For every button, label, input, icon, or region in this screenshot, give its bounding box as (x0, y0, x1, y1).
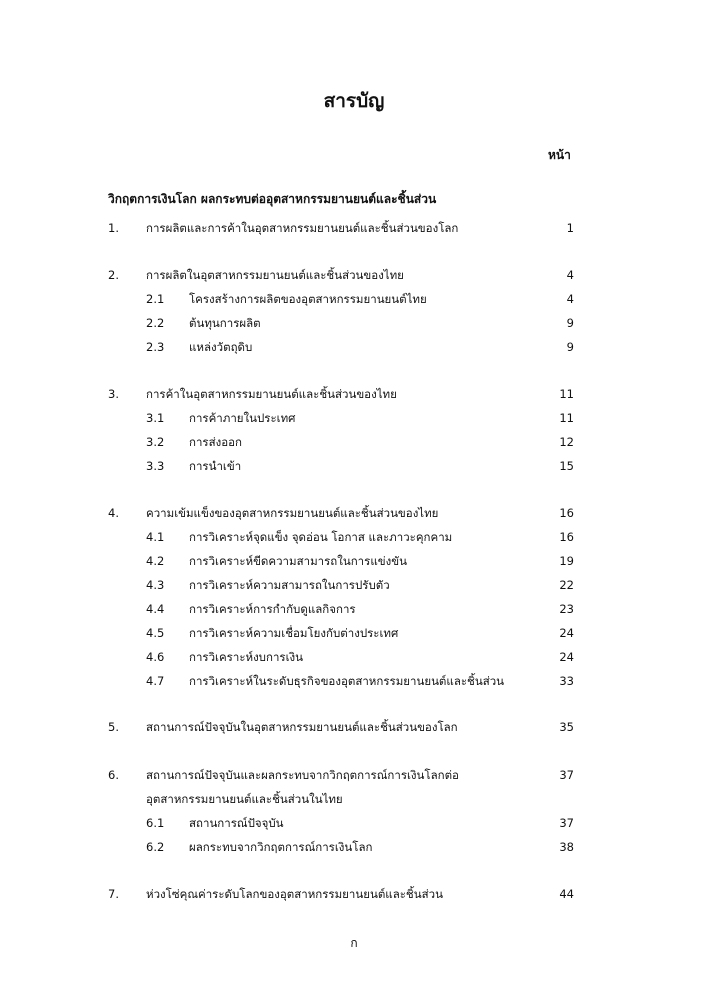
toc-entry-text: สถานการณ์ปัจจุบันและผลกระทบจากวิกฤตการณ์การเงินโลกต่อ (146, 768, 459, 782)
toc-entry-number: 2.3 (146, 340, 165, 354)
toc-entry-number: 4. (108, 506, 119, 520)
page-number-footer: ก (350, 936, 358, 950)
toc-entry-3-1[interactable] (0, 409, 708, 427)
toc-entry-page: 16 (559, 530, 574, 544)
toc-entry-1[interactable] (0, 219, 708, 237)
toc-entry-4[interactable] (0, 504, 708, 522)
toc-entry-text: แหล่งวัตถุดิบ (189, 340, 253, 354)
toc-entry-text: การผลิตและการค้าในอุตสาหกรรมยานยนต์และชิ้นส่วนของโลก (146, 221, 459, 235)
toc-entry-number: 3.3 (146, 459, 165, 473)
toc-entry-page: 19 (559, 554, 574, 568)
toc-entry-4-5[interactable] (0, 624, 708, 642)
toc-entry-text: สถานการณ์ปัจจุบันในอุตสาหกรรมยานยนต์และชิ้นส่วนของโลก (146, 720, 458, 734)
toc-entry-number: 4.7 (146, 674, 165, 688)
toc-entry-text: การส่งออก (189, 435, 243, 449)
toc-entry-4-7[interactable] (0, 672, 708, 690)
toc-entry-number: 3. (108, 387, 119, 401)
toc-entry-page: 24 (559, 650, 574, 664)
toc-entry-text: การวิเคราะห์ความเชื่อมโยงกับต่างประเทศ (189, 626, 399, 640)
document-heading: วิกฤตการเงินโลก ผลกระทบต่ออุตสาหกรรมยานยนต์และชิ้นส่วน (108, 192, 437, 206)
toc-entry-text: ต้นทุนการผลิต (189, 316, 261, 330)
toc-entry-number: 4.5 (146, 626, 165, 640)
toc-entry-text: สถานการณ์ปัจจุบัน (189, 816, 284, 830)
toc-entry-4-6[interactable] (0, 648, 708, 666)
toc-entry-number: 2.2 (146, 316, 165, 330)
toc-entry-text: ความเข้มแข็งของอุตสาหกรรมยานยนต์และชิ้นส่วนของไทย (146, 506, 439, 520)
toc-entry-page: 23 (559, 602, 574, 616)
toc-entry-page: 37 (559, 768, 574, 782)
toc-entry-text: การวิเคราะห์งบการเงิน (189, 650, 303, 664)
toc-entry-page: 33 (559, 674, 574, 688)
toc-entry-number: 1. (108, 221, 119, 235)
toc-entry-text: การค้าในอุตสาหกรรมยานยนต์และชิ้นส่วนของไทย (146, 387, 397, 401)
toc-entry-page: 16 (559, 506, 574, 520)
toc-entry-page: 4 (566, 292, 574, 306)
toc-entry-page: 11 (559, 411, 574, 425)
toc-entry-text: ผลกระทบจากวิกฤตการณ์การเงินโลก (189, 840, 373, 854)
toc-entry-page: 4 (566, 268, 574, 282)
toc-entry-6-1[interactable] (0, 814, 708, 832)
toc-entry-3-2[interactable] (0, 433, 708, 451)
toc-entry-2[interactable] (0, 266, 708, 284)
toc-entry-number: 3.2 (146, 435, 165, 449)
toc-entry-number: 2. (108, 268, 119, 282)
toc-entry-number: 5. (108, 720, 119, 734)
toc-entry-6-continued (0, 790, 708, 808)
toc-entry-7[interactable] (0, 885, 708, 903)
toc-entry-page: 12 (559, 435, 574, 449)
toc-entry-page: 9 (566, 316, 574, 330)
toc-entry-page: 35 (559, 720, 574, 734)
toc-entry-number: 4.4 (146, 602, 165, 616)
toc-entry-number: 6.1 (146, 816, 165, 830)
page-column-label: หน้า (548, 148, 571, 162)
toc-entry-4-4[interactable] (0, 600, 708, 618)
toc-entry-number: 6. (108, 768, 119, 782)
toc-entry-number: 4.6 (146, 650, 165, 664)
page-title: สารบัญ (323, 90, 385, 112)
toc-entry-text: การผลิตในอุตสาหกรรมยานยนต์และชิ้นส่วนของไทย (146, 268, 404, 282)
toc-entry-number: 2.1 (146, 292, 165, 306)
toc-entry-text: การค้าภายในประเทศ (189, 411, 296, 425)
toc-entry-2-3[interactable] (0, 338, 708, 356)
toc-entry-page: 38 (559, 840, 574, 854)
toc-entry-text: โครงสร้างการผลิตของอุตสาหกรรมยานยนต์ไทย (189, 292, 427, 306)
toc-entry-page: 22 (559, 578, 574, 592)
toc-entry-5[interactable] (0, 718, 708, 736)
toc-entry-page: 9 (566, 340, 574, 354)
toc-entry-text: การวิเคราะห์ในระดับธุรกิจของอุตสาหกรรมยานยนต์และชิ้นส่วน (189, 674, 505, 688)
toc-entry-number: 4.3 (146, 578, 165, 592)
toc-entry-page: 15 (559, 459, 574, 473)
toc-entry-page: 37 (559, 816, 574, 830)
toc-entry-text: ห่วงโซ่คุณค่าระดับโลกของอุตสาหกรรมยานยนต์และชิ้นส่วน (146, 887, 443, 901)
toc-entry-text: การวิเคราะห์การกำกับดูแลกิจการ (189, 602, 356, 616)
toc-entry-number: 3.1 (146, 411, 165, 425)
toc-entry-text: การวิเคราะห์จุดแข็ง จุดอ่อน โอกาส และภาวะคุกคาม (189, 530, 453, 544)
toc-entry-text: อุตสาหกรรมยานยนต์และชิ้นส่วนในไทย (146, 792, 343, 806)
toc-entry-number: 4.2 (146, 554, 165, 568)
toc-entry-text: การนำเข้า (189, 459, 242, 473)
toc-entry-number: 6.2 (146, 840, 165, 854)
toc-entry-2-2[interactable] (0, 314, 708, 332)
toc-entry-number: 4.1 (146, 530, 165, 544)
toc-entry-3[interactable] (0, 385, 708, 403)
toc-entry-4-2[interactable] (0, 552, 708, 570)
toc-entry-6[interactable] (0, 766, 708, 784)
toc-entry-page: 1 (566, 221, 574, 235)
toc-entry-page: 11 (559, 387, 574, 401)
toc-entry-page: 24 (559, 626, 574, 640)
toc-entry-page: 44 (559, 887, 574, 901)
toc-entry-text: การวิเคราะห์ขีดความสามารถในการแข่งขัน (189, 554, 407, 568)
toc-entry-text: การวิเคราะห์ความสามารถในการปรับตัว (189, 578, 390, 592)
toc-entry-2-1[interactable] (0, 290, 708, 308)
toc-entry-4-1[interactable] (0, 528, 708, 546)
toc-entry-4-3[interactable] (0, 576, 708, 594)
toc-entry-3-3[interactable] (0, 457, 708, 475)
toc-entry-number: 7. (108, 887, 119, 901)
toc-entry-6-2[interactable] (0, 838, 708, 856)
